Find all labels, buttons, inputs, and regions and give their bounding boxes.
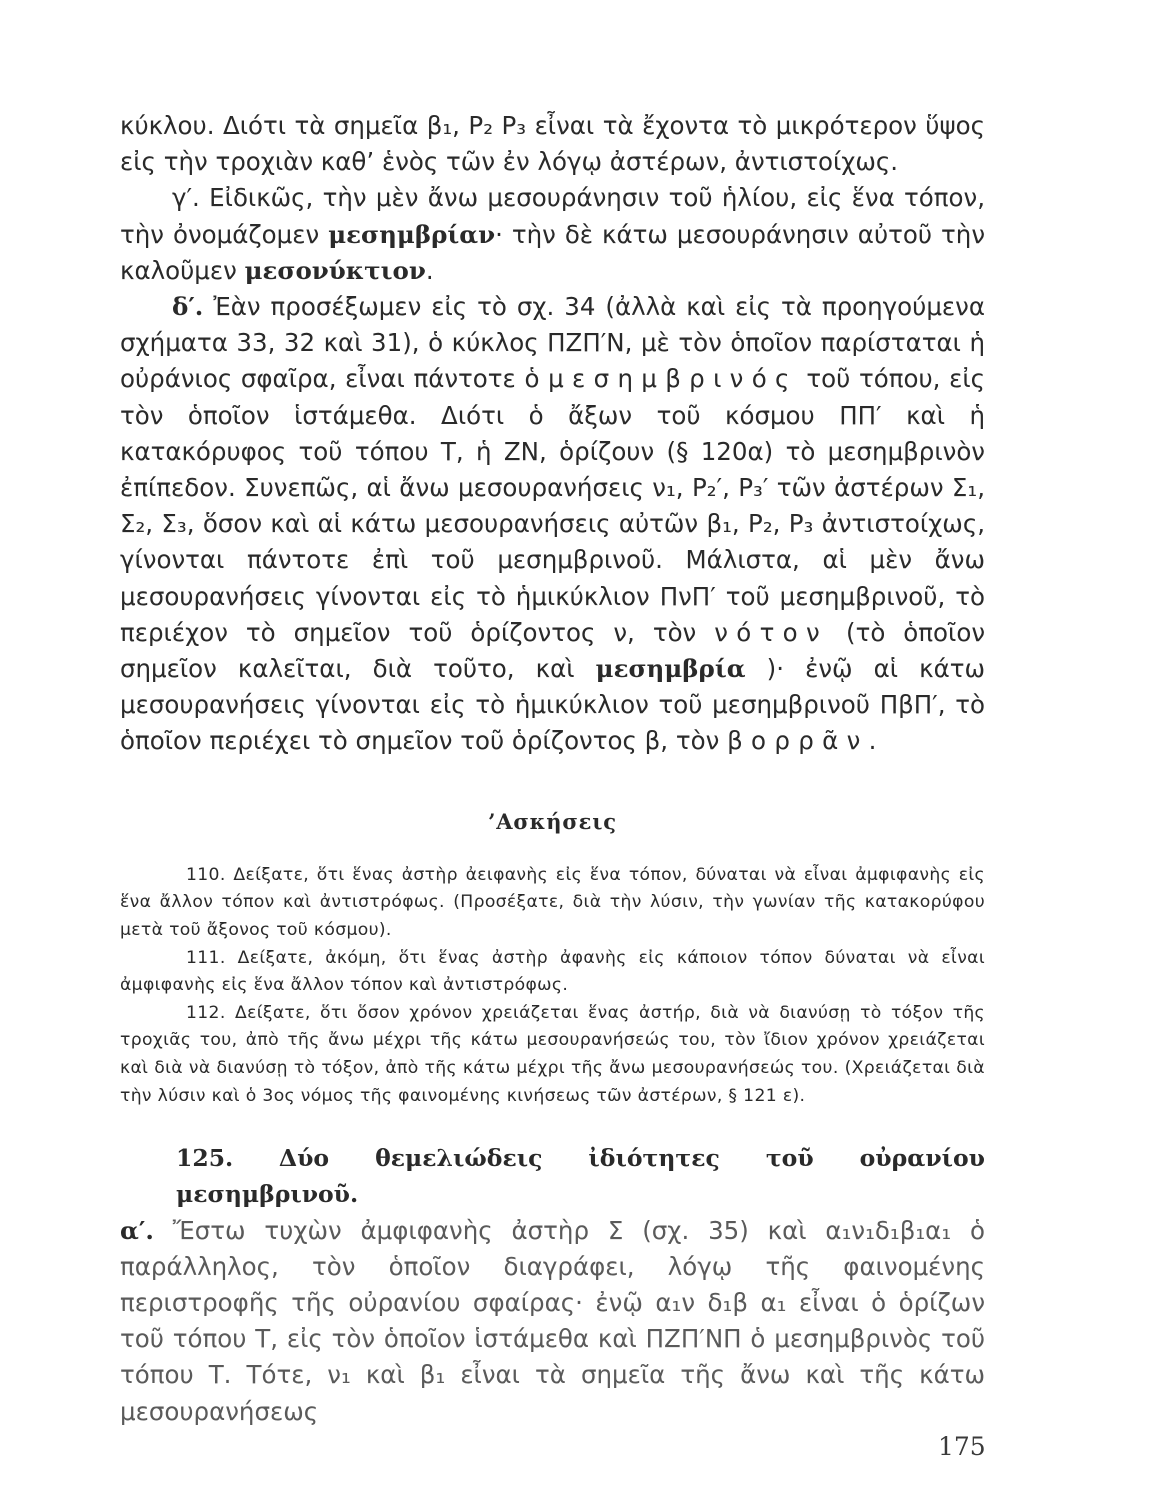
- paragraph-gamma: [120, 180, 985, 289]
- spaced-term-north: βορρᾶν: [727, 726, 869, 756]
- section-heading: [120, 1140, 985, 1212]
- paragraph-text: .: [425, 255, 434, 285]
- term-mesimvria: μεσημβρία: [595, 654, 746, 684]
- section-title: Δύο θεμελιώδεις ἰδιότητες τοῦ οὐρανίου μεσημβρινοῦ.: [176, 1144, 985, 1209]
- exercise-112: 112. Δείξατε, ὅτι ὅσον χρόνον χρειάζεται ἕνας ἀστήρ, διὰ νὰ διανύσῃ τὸ τόξον τῆς τροχιᾶς του, ἀπὸ τῆς ἄνω μέχρι τῆς κάτω μεσουρανήσεώς του, τὸν ἴδιον χρόνον χρειάζεται καὶ διὰ νὰ διανύσῃ τὸ τόξον, ἀπὸ τῆς κάτω μέχρι τῆς ἄνω μεσουρανήσεώς του. (Χρειάζεται διὰ τὴν λύσιν καὶ ὁ 3ος νόμος τῆς φαινομένης κινήσεως τῶν ἀστέρων, § 121 ε).: [120, 1002, 985, 1106]
- section-paragraph: [120, 1213, 985, 1430]
- exercise-110: 110. Δείξατε, ὅτι ἕνας ἀστὴρ ἀειφανὴς εἰς ἕνα τόπον, δύναται νὰ εἶναι ἀμφιφανὴς εἰς ἕνα ἄλλον τόπον καὶ ἀντιστρόφως. (Προσέξατε, διὰ τὴν λύσιν, τὴν γωνίαν τῆς κατακορύφου μετὰ τοῦ ἄξονος τοῦ κόσμου).: [120, 864, 985, 941]
- paragraph-marker: γ′.: [172, 183, 200, 213]
- exercise-111: 111. Δείξατε, ἀκόμη, ὅτι ἕνας ἀστὴρ ἀφανὴς εἰς κάποιον τόπον δύναται νὰ εἶναι ἀμφιφανὴς εἰς ἕνα ἄλλον τόπον καὶ ἀντιστρόφως.: [120, 947, 985, 996]
- main-text: [120, 108, 985, 1430]
- paragraph-text: Εἰδικῶς, τὴν μὲν ἄνω μεσουράνησιν τοῦ ἡλίου, εἰς ἕνα τόπον, τὴν ὀνομάζομεν: [120, 183, 985, 249]
- paragraph-text: )· ἐνῷ αἱ κάτω μεσουρανήσεις γίνονται εἰς τὸ ἡμικύκλιον τοῦ μεσημβρινοῦ ΠβΠ′, τὸ ὁποῖον περιέχει τὸ σημεῖον τοῦ ὁρίζοντος β, τὸν: [120, 654, 985, 756]
- exercises-list: [120, 862, 985, 1110]
- paragraph-continuation: κύκλου. Διότι τὰ σημεῖα β₁, P₂ P₃ εἶναι τὰ ἔχοντα τὸ μικρότερον ὕψος εἰς τὴν τροχιὰν καθ’ ἑνὸς τῶν ἐν λόγῳ ἀστέρων, ἀντιστοίχως.: [120, 111, 985, 177]
- spaced-term-south: νότον: [714, 617, 829, 647]
- paragraph-text: Ἐὰν προσέξωμεν εἰς τὸ σχ. 34 (ἀλλὰ καὶ εἰς τὰ προηγούμενα σχήματα 33, 32 καὶ 31), ὁ κύκλος ΠΖΠ′Ν, μὲ τὸν ὁποῖον παρίσταται ἡ οὐράνιος σφαῖρα, εἶναι πάντοτε ὁ: [120, 292, 985, 394]
- paragraph-text: τοῦ τόπου, εἰς τὸν ὁποῖον ἱστάμεθα. Διότι ὁ ἄξων τοῦ κόσμου ΠΠ′ καὶ ἡ κατακόρυφος τοῦ τόπου Τ, ἡ ΖΝ, ὁρίζουν (§ 120α) τὸ μεσημβρινὸν ἐπίπεδον. Συνεπῶς, αἱ ἄνω μεσουρανήσεις ν₁, P₂′, P₃′ τῶν ἀστέρων Σ₁, Σ₂, Σ₃, ὅσον καὶ αἱ κάτω μεσουρανήσεις αὐτῶν β₁, P₂, P₃ ἀντιστοίχως, γίνονται πάντοτε ἐπὶ τοῦ μεσημβρινοῦ. Μάλιστα, αἱ μὲν ἄνω μεσουρανήσεις γίνονται εἰς τὸ ἡμικύκλιον ΠνΠ′ τοῦ μεσημβρινοῦ, τὸ περιέχον τὸ σημεῖον τοῦ ὁρίζοντος ν, τὸν: [120, 364, 985, 647]
- paragraph-delta: [120, 289, 985, 760]
- paragraph-text: · τὴν δὲ κάτω μεσουράνησιν αὐτοῦ τὴν καλοῦμεν: [120, 219, 986, 285]
- paragraph-text: (τὸ ὁποῖον σημεῖον καλεῖται, διὰ τοῦτο, καὶ: [120, 617, 986, 684]
- exercises-heading: ’Ασκήσεις: [488, 808, 617, 834]
- paragraph-marker: δ′.: [172, 292, 204, 322]
- spaced-term-meridian: μεσημβρινός: [548, 364, 798, 394]
- page-number: 175: [938, 1432, 986, 1461]
- paragraph-marker: α′.: [120, 1215, 154, 1245]
- term-mesonyktion: μεσονύκτιον: [244, 255, 426, 285]
- section-125: [120, 1140, 985, 1430]
- paragraph-text: .: [868, 726, 877, 756]
- section-text: Ἔστω τυχὼν ἀμφιφανὴς ἀστὴρ Σ (σχ. 35) καὶ α₁ν₁δ₁β₁α₁ ὁ παράλληλος, τὸν ὁποῖον διαγράφει, λόγῳ τῆς φαινομένης περιστροφῆς τῆς οὐρανίου σφαίρας· ἐνῷ α₁ν δ₁β α₁ εἶναι ὁ ὁρίζων τοῦ τόπου Τ, εἰς τὸν ὁποῖον ἱστάμεθα καὶ ΠΖΠ′ΝΠ ὁ μεσημβρινὸς τοῦ τόπου Τ. Τότε, ν₁ καὶ β₁ εἶναι τὰ σημεῖα τῆς ἄνω καὶ τῆς κάτω μεσουρανήσεως: [120, 1215, 985, 1426]
- section-number: 125.: [176, 1144, 234, 1173]
- term-mesimvria: μεσημβρίαν: [328, 219, 496, 249]
